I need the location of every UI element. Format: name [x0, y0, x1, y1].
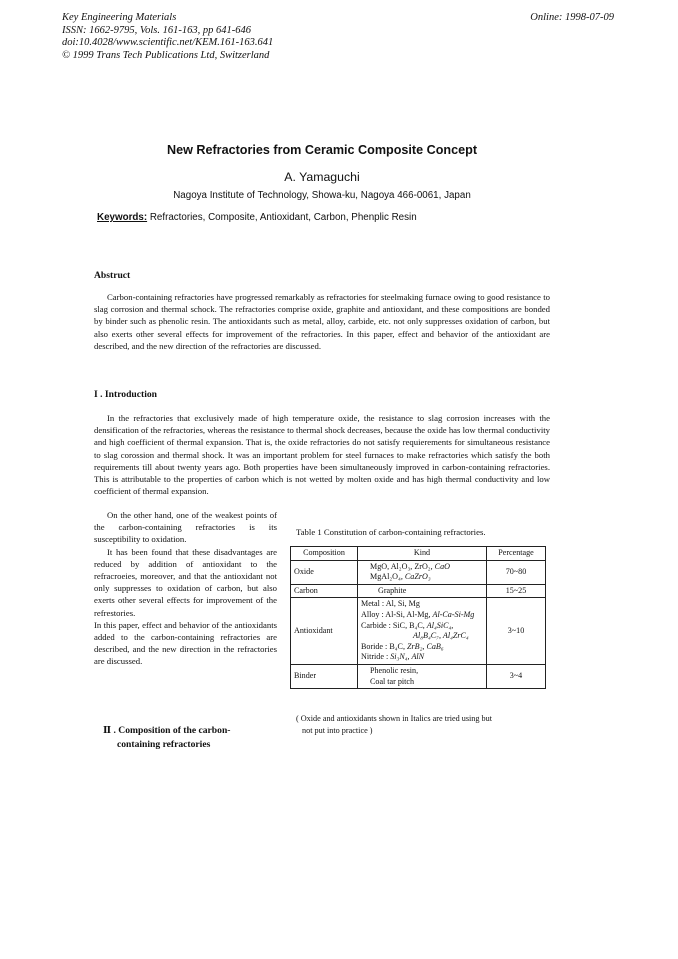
table-row-antioxidant: [291, 598, 546, 665]
antioxidant-metal: Metal : Al, Si, Mg: [361, 599, 420, 609]
antioxidant-boride-italic: ZrB₂, CaB₆: [407, 641, 444, 651]
journal-name: Key Engineering Materials: [62, 12, 177, 23]
antioxidant-alloy-italic: Al-Ca-Si-Mg: [432, 609, 475, 619]
antioxidant-kind: [358, 598, 487, 665]
table-row-binder: [291, 664, 546, 688]
oxide-percentage: 70~80: [487, 560, 546, 584]
online-date: Online: 1998-07-09: [530, 12, 614, 23]
table-header-row: [291, 547, 546, 561]
antioxidant-boride: Boride : B₄C,: [361, 641, 407, 651]
abstract-text: Carbon-containing refractories have progressed remarkably as refractories for steelmaking furnace owing to good resistance to slag corrosion and thermal schock. The refractories comprise oxide, graphite and antioxidant, and these compositions are bonded by binder such as phenolic resin. The antioxidants such as metal, alloy, carbide, etc. not only suppresses oxidation of carbon, but also exerts other several effects for improvement of the refractories. In this paper, effect and behavior of the antioxidant are described, and the new direction of the refractories are discussed.: [94, 292, 550, 351]
table-note-line2: not put into practice ): [302, 725, 373, 735]
antioxidant-name: Antioxidant: [291, 598, 358, 665]
binder-name: Binder: [291, 664, 358, 688]
keywords-text: Refractories, Composite, Antioxidant, Carbon, Phenplic Resin: [149, 212, 417, 223]
issn-line: ISSN: 1662-9795, Vols. 161-163, pp 641-646: [62, 24, 251, 36]
abstract-body: [94, 291, 550, 352]
oxide-kind-line2: MgAl₂O₄,: [370, 572, 405, 582]
keywords-label: Keywords:: [97, 212, 148, 223]
affiliation: Nagoya Institute of Technology, Showa-ku, Nagoya 466-0061, Japan: [173, 190, 471, 201]
oxide-kind-line1: MgO, Al₂O₃, ZrO₂,: [370, 561, 435, 571]
section2-heading-line2: containing refractories: [117, 739, 211, 750]
carbon-percentage: 15~25: [487, 584, 546, 598]
binder-kind: [358, 664, 487, 688]
antioxidant-alloy: Alloy : Al-Si, Al-Mg,: [361, 609, 433, 619]
carbon-name: Carbon: [291, 584, 358, 598]
table-note: [296, 713, 492, 736]
section2-heading-line1: Ⅱ . Composition of the carbon-: [103, 725, 231, 736]
intro-text-3: It has been found that these disadvantages are reduced by addition of antioxidant to the refracroeies, moreover, and that the antioxidant not only suppresses to oxidation of carbon, but also exerts other several effects for improvement of the refrestories.: [94, 546, 277, 618]
binder-kind-line2: Coal tar pitch: [370, 676, 415, 686]
carbon-kind: Graphite: [358, 584, 487, 598]
header-composition: Composition: [291, 547, 358, 561]
composition-table: [290, 546, 546, 689]
intro-text-1: In the refractories that exclusively made of high temperature oxide, the resistance to slag corrosion increases with the densification of the refractories, whereas the resistance to thermal shock decreases, because the oxide has low thermal conductivity and high coefficient of thermal expansion. That is, the oxide refractories do not satisfy requierements for simultaneous resistance to slag corossion and thermal shock. It was an important problem for steel furnaces to make refractories which satisfy the both requirements till about twenty years ago. Both properties have been simultaneously improved in carbon-containing refractories. This is attributable to the properties of carbon which is not wetted by molten oxide and has high thermal conductivity and low coefficient of thermal expansion.: [94, 413, 550, 497]
binder-percentage: 3~4: [487, 664, 546, 688]
intro-left-column: [94, 509, 277, 668]
antioxidant-carbide: Carbide : SiC, B₄C,: [361, 620, 427, 630]
antioxidant-carbide2-italic: Al₈B₄C₇, Al₄ZrC₄: [413, 631, 469, 641]
section2-heading: [103, 724, 230, 752]
oxide-name: Oxide: [291, 560, 358, 584]
doi-line: doi:10.4028/www.scientific.net/KEM.161-163.641: [62, 37, 274, 48]
intro-heading: I . Introduction: [94, 389, 157, 400]
intro-text-2: On the other hand, one of the weakest points of the carbon-containing refractories is its susceptibility to oxidation.: [94, 510, 277, 545]
antioxidant-nitride: Nitride :: [361, 652, 391, 662]
table-row-oxide: [291, 560, 546, 584]
oxide-kind-line2-italic: CaZrO₃: [404, 572, 431, 582]
abstract-heading: Abstruct: [94, 270, 131, 281]
table-note-line1: ( Oxide and antioxidants shown in Italics are tried using but: [296, 714, 493, 723]
header-kind: Kind: [358, 547, 487, 561]
paper-title: New Refractories from Ceramic Composite Concept: [166, 143, 478, 157]
oxide-kind-line1-italic: CaO: [434, 561, 450, 571]
journal-header: [62, 12, 273, 62]
table-row-carbon: [291, 584, 546, 598]
author-name: A. Yamaguchi: [284, 170, 360, 184]
keywords-line: [97, 212, 417, 223]
table-caption: Table 1 Constitution of carbon-containing refractories.: [296, 527, 486, 537]
antioxidant-percentage: 3~10: [487, 598, 546, 665]
intro-text-4: In this paper, effect and behavior of the antioxidants added to the carbon-containing refractories are described, and the new direction in the refractories are discussed.: [94, 619, 277, 667]
antioxidant-carbide-italic: Al₄SiC₄,: [426, 620, 454, 630]
oxide-kind: [358, 560, 487, 584]
binder-kind-line1: Phenolic resin,: [370, 665, 419, 675]
intro-para-1: [94, 412, 550, 497]
antioxidant-nitride-italic: Si₃N₄, AlN: [390, 652, 425, 662]
copyright-line: © 1999 Trans Tech Publications Ltd, Switzerland: [62, 49, 270, 61]
header-percentage: Percentage: [487, 547, 546, 561]
